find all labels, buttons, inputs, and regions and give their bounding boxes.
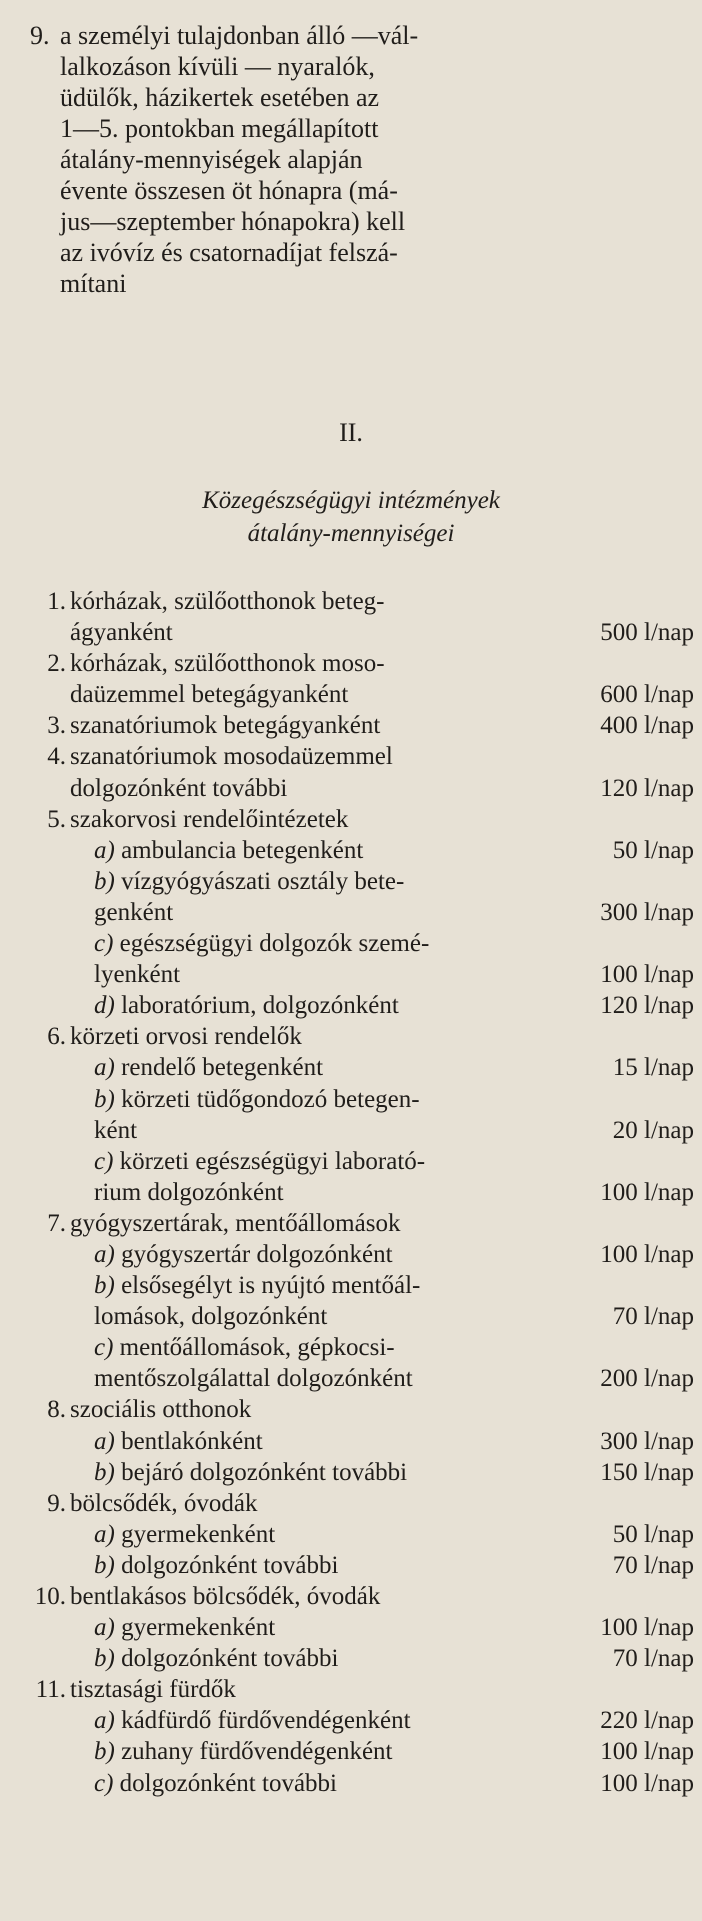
list-item: [0, 586, 702, 617]
list-item: [0, 741, 702, 772]
item-letter: a): [94, 1054, 115, 1082]
item-amount: 70 l/nap: [612, 1645, 694, 1673]
item-amount: 20 l/nap: [612, 1116, 694, 1144]
item-description: gyermekenként: [121, 1520, 276, 1548]
intro-paragraph: [30, 20, 460, 299]
item-text: [70, 617, 173, 648]
intro-line: az ivóvíz és csatornadíjat felszá-: [60, 238, 398, 267]
intro-line: átalány-mennyiségek alapján: [60, 145, 363, 174]
item-description: bentlakásos bölcsődék, óvodák: [70, 1583, 381, 1610]
item-description: ágyanként: [70, 619, 173, 647]
list-item: [0, 1643, 702, 1674]
item-text: [94, 1239, 393, 1270]
item-text: [94, 1115, 137, 1146]
list-item: [0, 648, 702, 679]
item-text: [94, 866, 404, 897]
item-number: 7.: [47, 1209, 66, 1237]
list-item: [0, 1208, 702, 1239]
list-item: [0, 1301, 702, 1332]
item-description: dolgozónként további: [119, 1769, 337, 1797]
item-text: [70, 586, 385, 617]
item-description: kádfürdő fürdővendégenként: [121, 1707, 411, 1735]
item-letter: c): [94, 1769, 114, 1797]
intro-line: lalkozáson kívüli — nyaralók,: [60, 52, 375, 81]
list-item: [0, 1488, 702, 1519]
item-description: vízgyógyászati osztály bete-: [121, 867, 405, 895]
item-letter: b): [94, 1458, 115, 1486]
item-text: [94, 1550, 338, 1581]
list-item: [0, 928, 702, 959]
item-description: genként: [94, 898, 174, 926]
item-text: [70, 710, 380, 741]
list-item: [0, 1021, 702, 1052]
section-title-line: Közegészségügyi intézmények: [202, 487, 500, 514]
item-amount: 15 l/nap: [612, 1054, 694, 1082]
item-description: laboratórium, dolgozónként: [121, 992, 399, 1020]
item-amount: 100 l/nap: [600, 1738, 694, 1766]
list-item: [0, 710, 702, 741]
item-number: 11.: [35, 1676, 66, 1704]
item-amount: 200 l/nap: [600, 1365, 694, 1393]
item-text: [94, 1705, 411, 1736]
item-description: zuhany fürdővendégenként: [121, 1738, 393, 1766]
item-text: [94, 1177, 284, 1208]
list-item: [0, 1581, 702, 1612]
item-number: 9.: [47, 1489, 66, 1517]
list-item: [0, 1519, 702, 1550]
list-item: [0, 1084, 702, 1115]
item-description: szociális otthonok: [70, 1396, 252, 1424]
item-description: mentőállomások, gépkocsi-: [119, 1334, 395, 1362]
item-number: 10.: [34, 1583, 66, 1610]
item-description: kórházak, szülőotthonok beteg-: [70, 588, 385, 615]
section-title-line: átalány-mennyiségei: [247, 520, 455, 547]
item-text: [70, 741, 393, 772]
item-letter: c): [94, 1147, 114, 1175]
list-item: [0, 959, 702, 990]
list-item: [0, 897, 702, 928]
item-letter: a): [94, 1240, 115, 1268]
item-letter: a): [94, 1707, 115, 1735]
intro-line: jus—szeptember hónapokra) kell: [60, 207, 406, 236]
item-letter: b): [94, 1645, 115, 1673]
item-text: [94, 1457, 407, 1488]
item-number: 2.: [47, 650, 66, 678]
item-letter: a): [94, 1427, 115, 1455]
list-item: [0, 1426, 702, 1457]
item-letter: b): [94, 1551, 115, 1579]
list-item: [0, 773, 702, 804]
item-amount: 400 l/nap: [600, 712, 694, 740]
item-letter: c): [94, 1334, 114, 1362]
list-item: [0, 1768, 702, 1799]
item-description: rendelő betegenként: [121, 1054, 324, 1082]
item-description: körzeti orvosi rendelők: [70, 1023, 302, 1051]
item-description: ként: [94, 1116, 138, 1144]
item-description: dolgozónként további: [70, 774, 288, 802]
item-number: 4.: [47, 743, 66, 771]
item-description: szanatóriumok betegágyanként: [70, 712, 381, 740]
list-item: [0, 1612, 702, 1643]
item-text: [94, 897, 173, 928]
intro-line: évente összesen öt hónapra (má-: [60, 176, 398, 205]
item-letter: d): [94, 992, 115, 1020]
item-amount: 600 l/nap: [600, 681, 694, 709]
item-text: [94, 835, 363, 866]
item-description: körzeti egészségügyi laborató-: [119, 1147, 426, 1175]
intro-line: mítani: [60, 269, 127, 298]
item-text: [70, 1394, 251, 1425]
list-item: [0, 1270, 702, 1301]
item-letter: a): [94, 1614, 115, 1642]
item-text: [94, 1426, 263, 1457]
item-amount: 70 l/nap: [612, 1551, 694, 1579]
item-description: egészségügyi dolgozók szemé-: [119, 930, 430, 958]
item-description: ambulancia betegenként: [121, 836, 364, 864]
item-text: [94, 1363, 413, 1394]
list-item: [0, 1052, 702, 1083]
list-item: [0, 1363, 702, 1394]
item-text: [70, 1674, 236, 1705]
item-amount: 500 l/nap: [600, 619, 694, 647]
list-item: [0, 866, 702, 897]
item-description: gyógyszertárak, mentőállomások: [70, 1209, 401, 1237]
item-text: [94, 1084, 420, 1115]
item-text: [70, 773, 287, 804]
item-text: [94, 990, 399, 1021]
item-letter: c): [94, 930, 114, 958]
intro-line: üdülők, házikertek esetében az: [60, 83, 380, 112]
intro-line-text: a személyi tulajdonban álló —vál-: [60, 21, 419, 50]
item-amount: 220 l/nap: [600, 1707, 694, 1735]
item-text: [94, 1332, 395, 1363]
item-letter: a): [94, 1520, 115, 1548]
item-amount: 100 l/nap: [600, 1240, 694, 1268]
item-description: dolgozónként további: [121, 1551, 339, 1579]
list-item: [0, 1394, 702, 1425]
item-number: 3.: [47, 712, 66, 740]
item-description: kórházak, szülőotthonok moso-: [70, 650, 385, 678]
item-amount: 100 l/nap: [600, 1769, 694, 1797]
item-text: [94, 1643, 338, 1674]
intro-number: 9.: [30, 21, 50, 50]
item-amount: 70 l/nap: [612, 1303, 694, 1331]
item-description: gyógyszertár dolgozónként: [121, 1240, 393, 1268]
item-amount: 100 l/nap: [600, 1614, 694, 1642]
item-description: gyermekenként: [121, 1614, 276, 1642]
allowance-list: [0, 586, 702, 1799]
item-text: [94, 1736, 393, 1767]
item-text: [70, 1581, 380, 1612]
item-description: elsősegélyt is nyújtó mentőál-: [121, 1272, 421, 1300]
item-text: [70, 648, 385, 679]
item-description: lomások, dolgozónként: [94, 1303, 328, 1331]
intro-line: [30, 20, 460, 51]
list-item: [0, 1115, 702, 1146]
item-text: [70, 1021, 302, 1052]
item-description: rium dolgozónként: [94, 1178, 284, 1206]
item-description: körzeti tüdőgondozó betegen-: [121, 1085, 420, 1113]
item-description: bölcsődék, óvodák: [70, 1489, 258, 1517]
list-item: [0, 804, 702, 835]
item-text: [94, 1768, 337, 1799]
list-item: [0, 1550, 702, 1581]
item-description: daüzemmel betegágyanként: [70, 681, 349, 709]
list-item: [0, 1674, 702, 1705]
item-description: szanatóriumok mosodaüzemmel: [70, 743, 393, 771]
list-item: [0, 1239, 702, 1270]
item-amount: 100 l/nap: [600, 961, 694, 989]
item-number: 1.: [47, 588, 66, 615]
list-item: [0, 1457, 702, 1488]
item-letter: b): [94, 1738, 115, 1766]
item-description: bejáró dolgozónként további: [121, 1458, 408, 1486]
list-item: [0, 990, 702, 1021]
item-text: [70, 1208, 400, 1239]
item-amount: 300 l/nap: [600, 898, 694, 926]
item-text: [94, 1301, 327, 1332]
item-amount: 120 l/nap: [600, 992, 694, 1020]
item-text: [94, 1052, 323, 1083]
item-letter: b): [94, 867, 115, 895]
list-item: [0, 617, 702, 648]
item-number: 5.: [47, 805, 66, 833]
item-text: [94, 1519, 275, 1550]
item-amount: 100 l/nap: [600, 1178, 694, 1206]
item-text: [94, 1270, 420, 1301]
item-number: 8.: [47, 1396, 66, 1424]
list-item: [0, 1705, 702, 1736]
item-amount: 120 l/nap: [600, 774, 694, 802]
item-letter: a): [94, 836, 115, 864]
item-description: mentőszolgálattal dolgozónként: [94, 1365, 413, 1393]
item-amount: 300 l/nap: [600, 1427, 694, 1455]
list-item: [0, 679, 702, 710]
list-item: [0, 835, 702, 866]
item-amount: 50 l/nap: [612, 1520, 694, 1548]
item-letter: b): [94, 1085, 115, 1113]
item-number: 6.: [47, 1023, 66, 1051]
item-description: dolgozónként további: [121, 1645, 339, 1673]
list-item: [0, 1736, 702, 1767]
list-item: [0, 1177, 702, 1208]
item-description: bentlakónként: [121, 1427, 263, 1455]
section-number: II.: [339, 418, 363, 447]
item-text: [70, 804, 348, 835]
item-letter: b): [94, 1272, 115, 1300]
item-text: [94, 1146, 425, 1177]
list-item: [0, 1332, 702, 1363]
intro-line: 1—5. pontokban megállapított: [60, 114, 379, 143]
item-amount: 150 l/nap: [600, 1458, 694, 1486]
item-text: [94, 928, 429, 959]
item-description: lyenként: [94, 961, 181, 989]
list-item: [0, 1146, 702, 1177]
item-text: [70, 1488, 257, 1519]
item-description: tisztasági fürdők: [70, 1676, 236, 1704]
section-title: [0, 484, 702, 550]
item-description: szakorvosi rendelőintézetek: [70, 805, 349, 833]
item-text: [94, 959, 180, 990]
item-text: [94, 1612, 275, 1643]
item-text: [70, 679, 348, 710]
item-amount: 50 l/nap: [612, 836, 694, 864]
